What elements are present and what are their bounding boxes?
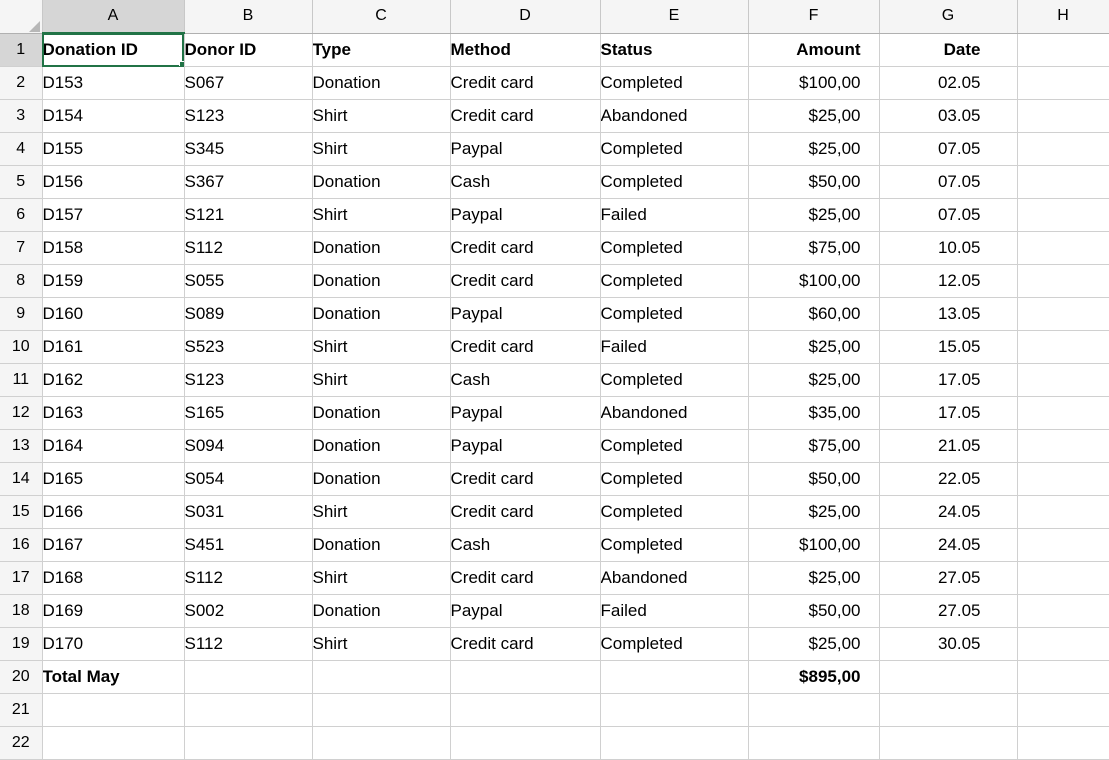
- cell-f21[interactable]: [748, 694, 879, 727]
- cell-d2[interactable]: Credit card: [450, 67, 600, 100]
- cell-f3[interactable]: $25,00: [748, 100, 879, 133]
- cell-c2[interactable]: Donation: [312, 67, 450, 100]
- cell-c9[interactable]: Donation: [312, 298, 450, 331]
- fill-handle[interactable]: [179, 61, 185, 67]
- cell-b16[interactable]: S451: [184, 529, 312, 562]
- cell-a13[interactable]: D164: [42, 430, 184, 463]
- row-header-10[interactable]: 10: [0, 331, 42, 364]
- row-header-9[interactable]: 9: [0, 298, 42, 331]
- cell-f17[interactable]: $25,00: [748, 562, 879, 595]
- cell-d15[interactable]: Credit card: [450, 496, 600, 529]
- cell-d18[interactable]: Paypal: [450, 595, 600, 628]
- cell-g19[interactable]: 30.05: [879, 628, 1017, 661]
- row-header-14[interactable]: 14: [0, 463, 42, 496]
- row-header-11[interactable]: 11: [0, 364, 42, 397]
- cell-b14[interactable]: S054: [184, 463, 312, 496]
- cell-e3[interactable]: Abandoned: [600, 100, 748, 133]
- cell-c22[interactable]: [312, 727, 450, 760]
- cell-c10[interactable]: Shirt: [312, 331, 450, 364]
- cell-e1[interactable]: Status: [600, 33, 748, 67]
- table-row: [0, 430, 1109, 463]
- cell-g2[interactable]: 02.05: [879, 67, 1017, 100]
- cell-c17[interactable]: Shirt: [312, 562, 450, 595]
- table-row: [0, 232, 1109, 265]
- cell-a15[interactable]: D166: [42, 496, 184, 529]
- row-header-3[interactable]: 3: [0, 100, 42, 133]
- cell-a8[interactable]: D159: [42, 265, 184, 298]
- cell-g21[interactable]: [879, 694, 1017, 727]
- corner-triangle-icon: [29, 21, 40, 32]
- cell-a22[interactable]: [42, 727, 184, 760]
- cell-c12[interactable]: Donation: [312, 397, 450, 430]
- cell-a14[interactable]: D165: [42, 463, 184, 496]
- cell-h14[interactable]: [1017, 463, 1109, 496]
- cell-a6[interactable]: D157: [42, 199, 184, 232]
- row-header-18[interactable]: 18: [0, 595, 42, 628]
- cell-g18[interactable]: 27.05: [879, 595, 1017, 628]
- cell-c21[interactable]: [312, 694, 450, 727]
- cell-d16[interactable]: Cash: [450, 529, 600, 562]
- column-header-g[interactable]: G: [879, 0, 1017, 33]
- cell-b7[interactable]: S112: [184, 232, 312, 265]
- cell-g12[interactable]: 17.05: [879, 397, 1017, 430]
- cell-f9[interactable]: $60,00: [748, 298, 879, 331]
- cell-h17[interactable]: [1017, 562, 1109, 595]
- cell-h2[interactable]: [1017, 67, 1109, 100]
- cell-h10[interactable]: [1017, 331, 1109, 364]
- table-row: [0, 298, 1109, 331]
- cell-f19[interactable]: $25,00: [748, 628, 879, 661]
- cell-f11[interactable]: $25,00: [748, 364, 879, 397]
- row-header-4[interactable]: 4: [0, 133, 42, 166]
- cell-d20[interactable]: [450, 661, 600, 694]
- cell-a16[interactable]: D167: [42, 529, 184, 562]
- cell-h7[interactable]: [1017, 232, 1109, 265]
- cell-f5[interactable]: $50,00: [748, 166, 879, 199]
- column-header-a[interactable]: A: [42, 0, 184, 33]
- row-header-12[interactable]: 12: [0, 397, 42, 430]
- cell-e18[interactable]: Failed: [600, 595, 748, 628]
- cell-h12[interactable]: [1017, 397, 1109, 430]
- column-header-c[interactable]: C: [312, 0, 450, 33]
- cell-h3[interactable]: [1017, 100, 1109, 133]
- cell-h20[interactable]: [1017, 661, 1109, 694]
- cell-e14[interactable]: Completed: [600, 463, 748, 496]
- cell-a12[interactable]: D163: [42, 397, 184, 430]
- table-row: [0, 199, 1109, 232]
- cell-h5[interactable]: [1017, 166, 1109, 199]
- cell-h21[interactable]: [1017, 694, 1109, 727]
- table-row: [0, 397, 1109, 430]
- cell-c8[interactable]: Donation: [312, 265, 450, 298]
- cell-b19[interactable]: S112: [184, 628, 312, 661]
- cell-b20[interactable]: [184, 661, 312, 694]
- cell-d9[interactable]: Paypal: [450, 298, 600, 331]
- cell-b21[interactable]: [184, 694, 312, 727]
- table-row: [0, 364, 1109, 397]
- cell-f2[interactable]: $100,00: [748, 67, 879, 100]
- cell-b6[interactable]: S121: [184, 199, 312, 232]
- cell-d11[interactable]: Cash: [450, 364, 600, 397]
- cell-c13[interactable]: Donation: [312, 430, 450, 463]
- cell-g14[interactable]: 22.05: [879, 463, 1017, 496]
- cell-g5[interactable]: 07.05: [879, 166, 1017, 199]
- cell-h11[interactable]: [1017, 364, 1109, 397]
- cell-e5[interactable]: Completed: [600, 166, 748, 199]
- cell-d14[interactable]: Credit card: [450, 463, 600, 496]
- cell-e22[interactable]: [600, 727, 748, 760]
- cell-e2[interactable]: Completed: [600, 67, 748, 100]
- cell-a10[interactable]: D161: [42, 331, 184, 364]
- cell-h18[interactable]: [1017, 595, 1109, 628]
- cell-b12[interactable]: S165: [184, 397, 312, 430]
- table-row: [0, 67, 1109, 100]
- cell-h19[interactable]: [1017, 628, 1109, 661]
- cell-f12[interactable]: $35,00: [748, 397, 879, 430]
- row-header-15[interactable]: 15: [0, 496, 42, 529]
- column-header-f[interactable]: F: [748, 0, 879, 33]
- cell-e10[interactable]: Failed: [600, 331, 748, 364]
- cell-g20[interactable]: [879, 661, 1017, 694]
- table-row: [0, 166, 1109, 199]
- cell-b15[interactable]: S031: [184, 496, 312, 529]
- cell-g1[interactable]: Date: [879, 33, 1017, 67]
- cell-d5[interactable]: Cash: [450, 166, 600, 199]
- cell-b8[interactable]: S055: [184, 265, 312, 298]
- cell-a20-total-label[interactable]: Total May: [42, 661, 184, 694]
- cell-b9[interactable]: S089: [184, 298, 312, 331]
- cell-e21[interactable]: [600, 694, 748, 727]
- table-row: [0, 694, 1109, 727]
- cell-a4[interactable]: D155: [42, 133, 184, 166]
- table-total-row: [0, 661, 1109, 694]
- row-header-22[interactable]: 22: [0, 727, 42, 760]
- cell-h15[interactable]: [1017, 496, 1109, 529]
- row-header-1[interactable]: 1: [0, 33, 42, 67]
- cell-d1[interactable]: Method: [450, 33, 600, 67]
- cell-h9[interactable]: [1017, 298, 1109, 331]
- column-header-h[interactable]: H: [1017, 0, 1109, 33]
- cell-c11[interactable]: Shirt: [312, 364, 450, 397]
- cell-c7[interactable]: Donation: [312, 232, 450, 265]
- cell-g10[interactable]: 15.05: [879, 331, 1017, 364]
- cell-g16[interactable]: 24.05: [879, 529, 1017, 562]
- cell-a7[interactable]: D158: [42, 232, 184, 265]
- cell-e4[interactable]: Completed: [600, 133, 748, 166]
- cell-f4[interactable]: $25,00: [748, 133, 879, 166]
- table-row: [0, 463, 1109, 496]
- cell-f22[interactable]: [748, 727, 879, 760]
- cell-e12[interactable]: Abandoned: [600, 397, 748, 430]
- table-row: [0, 33, 1109, 67]
- cell-d17[interactable]: Credit card: [450, 562, 600, 595]
- cell-h6[interactable]: [1017, 199, 1109, 232]
- cell-g11[interactable]: 17.05: [879, 364, 1017, 397]
- cell-e15[interactable]: Completed: [600, 496, 748, 529]
- row-header-8[interactable]: 8: [0, 265, 42, 298]
- cell-d4[interactable]: Paypal: [450, 133, 600, 166]
- cell-b13[interactable]: S094: [184, 430, 312, 463]
- cell-g22[interactable]: [879, 727, 1017, 760]
- table-row: [0, 529, 1109, 562]
- cell-d12[interactable]: Paypal: [450, 397, 600, 430]
- cell-d22[interactable]: [450, 727, 600, 760]
- cell-h13[interactable]: [1017, 430, 1109, 463]
- cell-f1[interactable]: Amount: [748, 33, 879, 67]
- row-header-6[interactable]: 6: [0, 199, 42, 232]
- table-row: [0, 331, 1109, 364]
- row-header-13[interactable]: 13: [0, 430, 42, 463]
- cell-e19[interactable]: Completed: [600, 628, 748, 661]
- cell-g6[interactable]: 07.05: [879, 199, 1017, 232]
- table-row: [0, 265, 1109, 298]
- cell-f13[interactable]: $75,00: [748, 430, 879, 463]
- row-header-2[interactable]: 2: [0, 67, 42, 100]
- row-header-7[interactable]: 7: [0, 232, 42, 265]
- row-header-19[interactable]: 19: [0, 628, 42, 661]
- cell-d7[interactable]: Credit card: [450, 232, 600, 265]
- cell-g4[interactable]: 07.05: [879, 133, 1017, 166]
- cell-d10[interactable]: Credit card: [450, 331, 600, 364]
- cell-b10[interactable]: S523: [184, 331, 312, 364]
- cell-b18[interactable]: S002: [184, 595, 312, 628]
- select-all-corner[interactable]: [0, 0, 42, 33]
- cell-h22[interactable]: [1017, 727, 1109, 760]
- cell-c16[interactable]: Donation: [312, 529, 450, 562]
- cell-c6[interactable]: Shirt: [312, 199, 450, 232]
- column-header-row: [0, 0, 1109, 33]
- cell-b22[interactable]: [184, 727, 312, 760]
- cell-a21[interactable]: [42, 694, 184, 727]
- cell-g8[interactable]: 12.05: [879, 265, 1017, 298]
- cell-e8[interactable]: Completed: [600, 265, 748, 298]
- column-header-b[interactable]: B: [184, 0, 312, 33]
- cell-b5[interactable]: S367: [184, 166, 312, 199]
- cell-b1[interactable]: Donor ID: [184, 33, 312, 67]
- cell-c18[interactable]: Donation: [312, 595, 450, 628]
- table-row: [0, 727, 1109, 760]
- row-header-21[interactable]: 21: [0, 694, 42, 727]
- cell-c15[interactable]: Shirt: [312, 496, 450, 529]
- row-header-5[interactable]: 5: [0, 166, 42, 199]
- table-row: [0, 100, 1109, 133]
- cell-e9[interactable]: Completed: [600, 298, 748, 331]
- cell-g3[interactable]: 03.05: [879, 100, 1017, 133]
- cell-f6[interactable]: $25,00: [748, 199, 879, 232]
- cell-f10[interactable]: $25,00: [748, 331, 879, 364]
- column-header-e[interactable]: E: [600, 0, 748, 33]
- cell-c19[interactable]: Shirt: [312, 628, 450, 661]
- cell-f16[interactable]: $100,00: [748, 529, 879, 562]
- cell-c20[interactable]: [312, 661, 450, 694]
- cell-e13[interactable]: Completed: [600, 430, 748, 463]
- cell-a5[interactable]: D156: [42, 166, 184, 199]
- row-header-16[interactable]: 16: [0, 529, 42, 562]
- cell-a3[interactable]: D154: [42, 100, 184, 133]
- cell-g9[interactable]: 13.05: [879, 298, 1017, 331]
- cell-b11[interactable]: S123: [184, 364, 312, 397]
- cell-b3[interactable]: S123: [184, 100, 312, 133]
- cell-a9[interactable]: D160: [42, 298, 184, 331]
- cell-e16[interactable]: Completed: [600, 529, 748, 562]
- cell-d6[interactable]: Paypal: [450, 199, 600, 232]
- cell-g17[interactable]: 27.05: [879, 562, 1017, 595]
- table-row: [0, 496, 1109, 529]
- row-header-17[interactable]: 17: [0, 562, 42, 595]
- cell-a2[interactable]: D153: [42, 67, 184, 100]
- cell-e17[interactable]: Abandoned: [600, 562, 748, 595]
- table-row: [0, 628, 1109, 661]
- cell-f14[interactable]: $50,00: [748, 463, 879, 496]
- row-header-20[interactable]: 20: [0, 661, 42, 694]
- cell-c5[interactable]: Donation: [312, 166, 450, 199]
- cell-e11[interactable]: Completed: [600, 364, 748, 397]
- cell-b2[interactable]: S067: [184, 67, 312, 100]
- cell-h16[interactable]: [1017, 529, 1109, 562]
- table-row: [0, 562, 1109, 595]
- cell-f18[interactable]: $50,00: [748, 595, 879, 628]
- cell-f15[interactable]: $25,00: [748, 496, 879, 529]
- cell-g13[interactable]: 21.05: [879, 430, 1017, 463]
- cell-c14[interactable]: Donation: [312, 463, 450, 496]
- cell-f7[interactable]: $75,00: [748, 232, 879, 265]
- cell-b17[interactable]: S112: [184, 562, 312, 595]
- cell-b4[interactable]: S345: [184, 133, 312, 166]
- cell-h4[interactable]: [1017, 133, 1109, 166]
- cell-c3[interactable]: Shirt: [312, 100, 450, 133]
- cell-e7[interactable]: Completed: [600, 232, 748, 265]
- cell-a17[interactable]: D168: [42, 562, 184, 595]
- cell-f8[interactable]: $100,00: [748, 265, 879, 298]
- cell-d21[interactable]: [450, 694, 600, 727]
- cell-g15[interactable]: 24.05: [879, 496, 1017, 529]
- cell-c1[interactable]: Type: [312, 33, 450, 67]
- cell-h8[interactable]: [1017, 265, 1109, 298]
- table-row: [0, 595, 1109, 628]
- cell-a11[interactable]: D162: [42, 364, 184, 397]
- cell-c4[interactable]: Shirt: [312, 133, 450, 166]
- cell-d8[interactable]: Credit card: [450, 265, 600, 298]
- cell-e6[interactable]: Failed: [600, 199, 748, 232]
- cell-e20[interactable]: [600, 661, 748, 694]
- cell-d19[interactable]: Credit card: [450, 628, 600, 661]
- column-header-d[interactable]: D: [450, 0, 600, 33]
- cell-d13[interactable]: Paypal: [450, 430, 600, 463]
- table-row: [0, 133, 1109, 166]
- cell-f20-total-amount[interactable]: $895,00: [748, 661, 879, 694]
- cell-a1[interactable]: Donation ID: [42, 33, 184, 67]
- cell-h1[interactable]: [1017, 33, 1109, 67]
- cell-d3[interactable]: Credit card: [450, 100, 600, 133]
- cell-g7[interactable]: 10.05: [879, 232, 1017, 265]
- cell-a18[interactable]: D169: [42, 595, 184, 628]
- cell-a19[interactable]: D170: [42, 628, 184, 661]
